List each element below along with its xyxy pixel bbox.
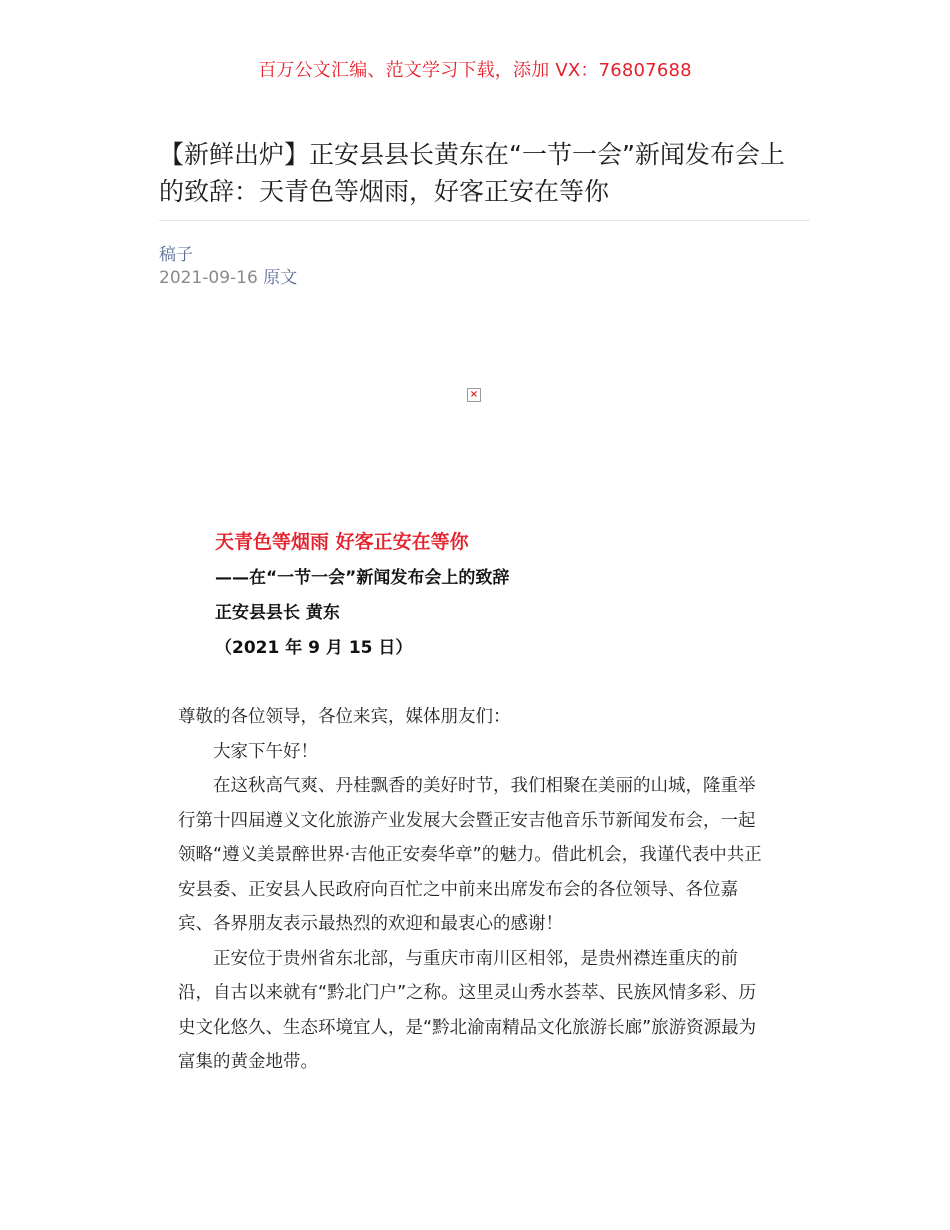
speech-byline: 正安县县长 黄东 [215,603,340,623]
article-meta [159,263,297,288]
original-link[interactable]: 原文 [263,268,298,288]
author-link[interactable]: 稿子 [159,245,193,265]
salutation: 尊敬的各位领导，各位来宾，媒体朋友们： [178,707,511,727]
speech-date: （2021 年 9 月 15 日） [215,638,413,658]
publish-date: 2021-09-16 [159,268,258,288]
broken-image-icon: × [467,388,481,402]
speech-subtitle: ——在“一节一会”新闻发布会上的致辞 [215,568,510,588]
greeting: 大家下午好！ [213,741,318,762]
article-title: 【新鲜出炉】正安县县长黄东在“一节一会”新闻发布会上的致辞：天青色等烟雨，好客正安在等你 [159,140,785,206]
title-divider [159,220,810,221]
speech-headline: 天青色等烟雨 好客正安在等你 [215,531,469,553]
paragraph: 在这秋高气爽、丹桂飘香的美好时节，我们相聚在美丽的山城，隆重举行第十四届遵义文化旅游产业发展大会暨正安吉他音乐节新闻发布会，一起领略“遵义美景醉世界·吉他正安奏华章”的魅力。借此机会，我谨代表中共正安县委、正安县人民政府向百忙之中前来出席发布会的各位领导、各位嘉宾、各界朋友表示最热烈的欢迎和最衷心的感谢！ [178,776,762,934]
promo-banner: 百万公文汇编、范文学习下载，添加 VX：76807688 [258,60,692,81]
speech-body [178,700,770,1080]
paragraph: 正安位于贵州省东北部，与重庆市南川区相邻，是贵州襟连重庆的前沿，自古以来就有“黔北门户”之称。这里灵山秀水荟萃、民族风情多彩、历史文化悠久、生态环境宜人，是“黔北渝南精品文化旅游长廊”旅游资源最为富集的黄金地带。 [178,948,757,1072]
